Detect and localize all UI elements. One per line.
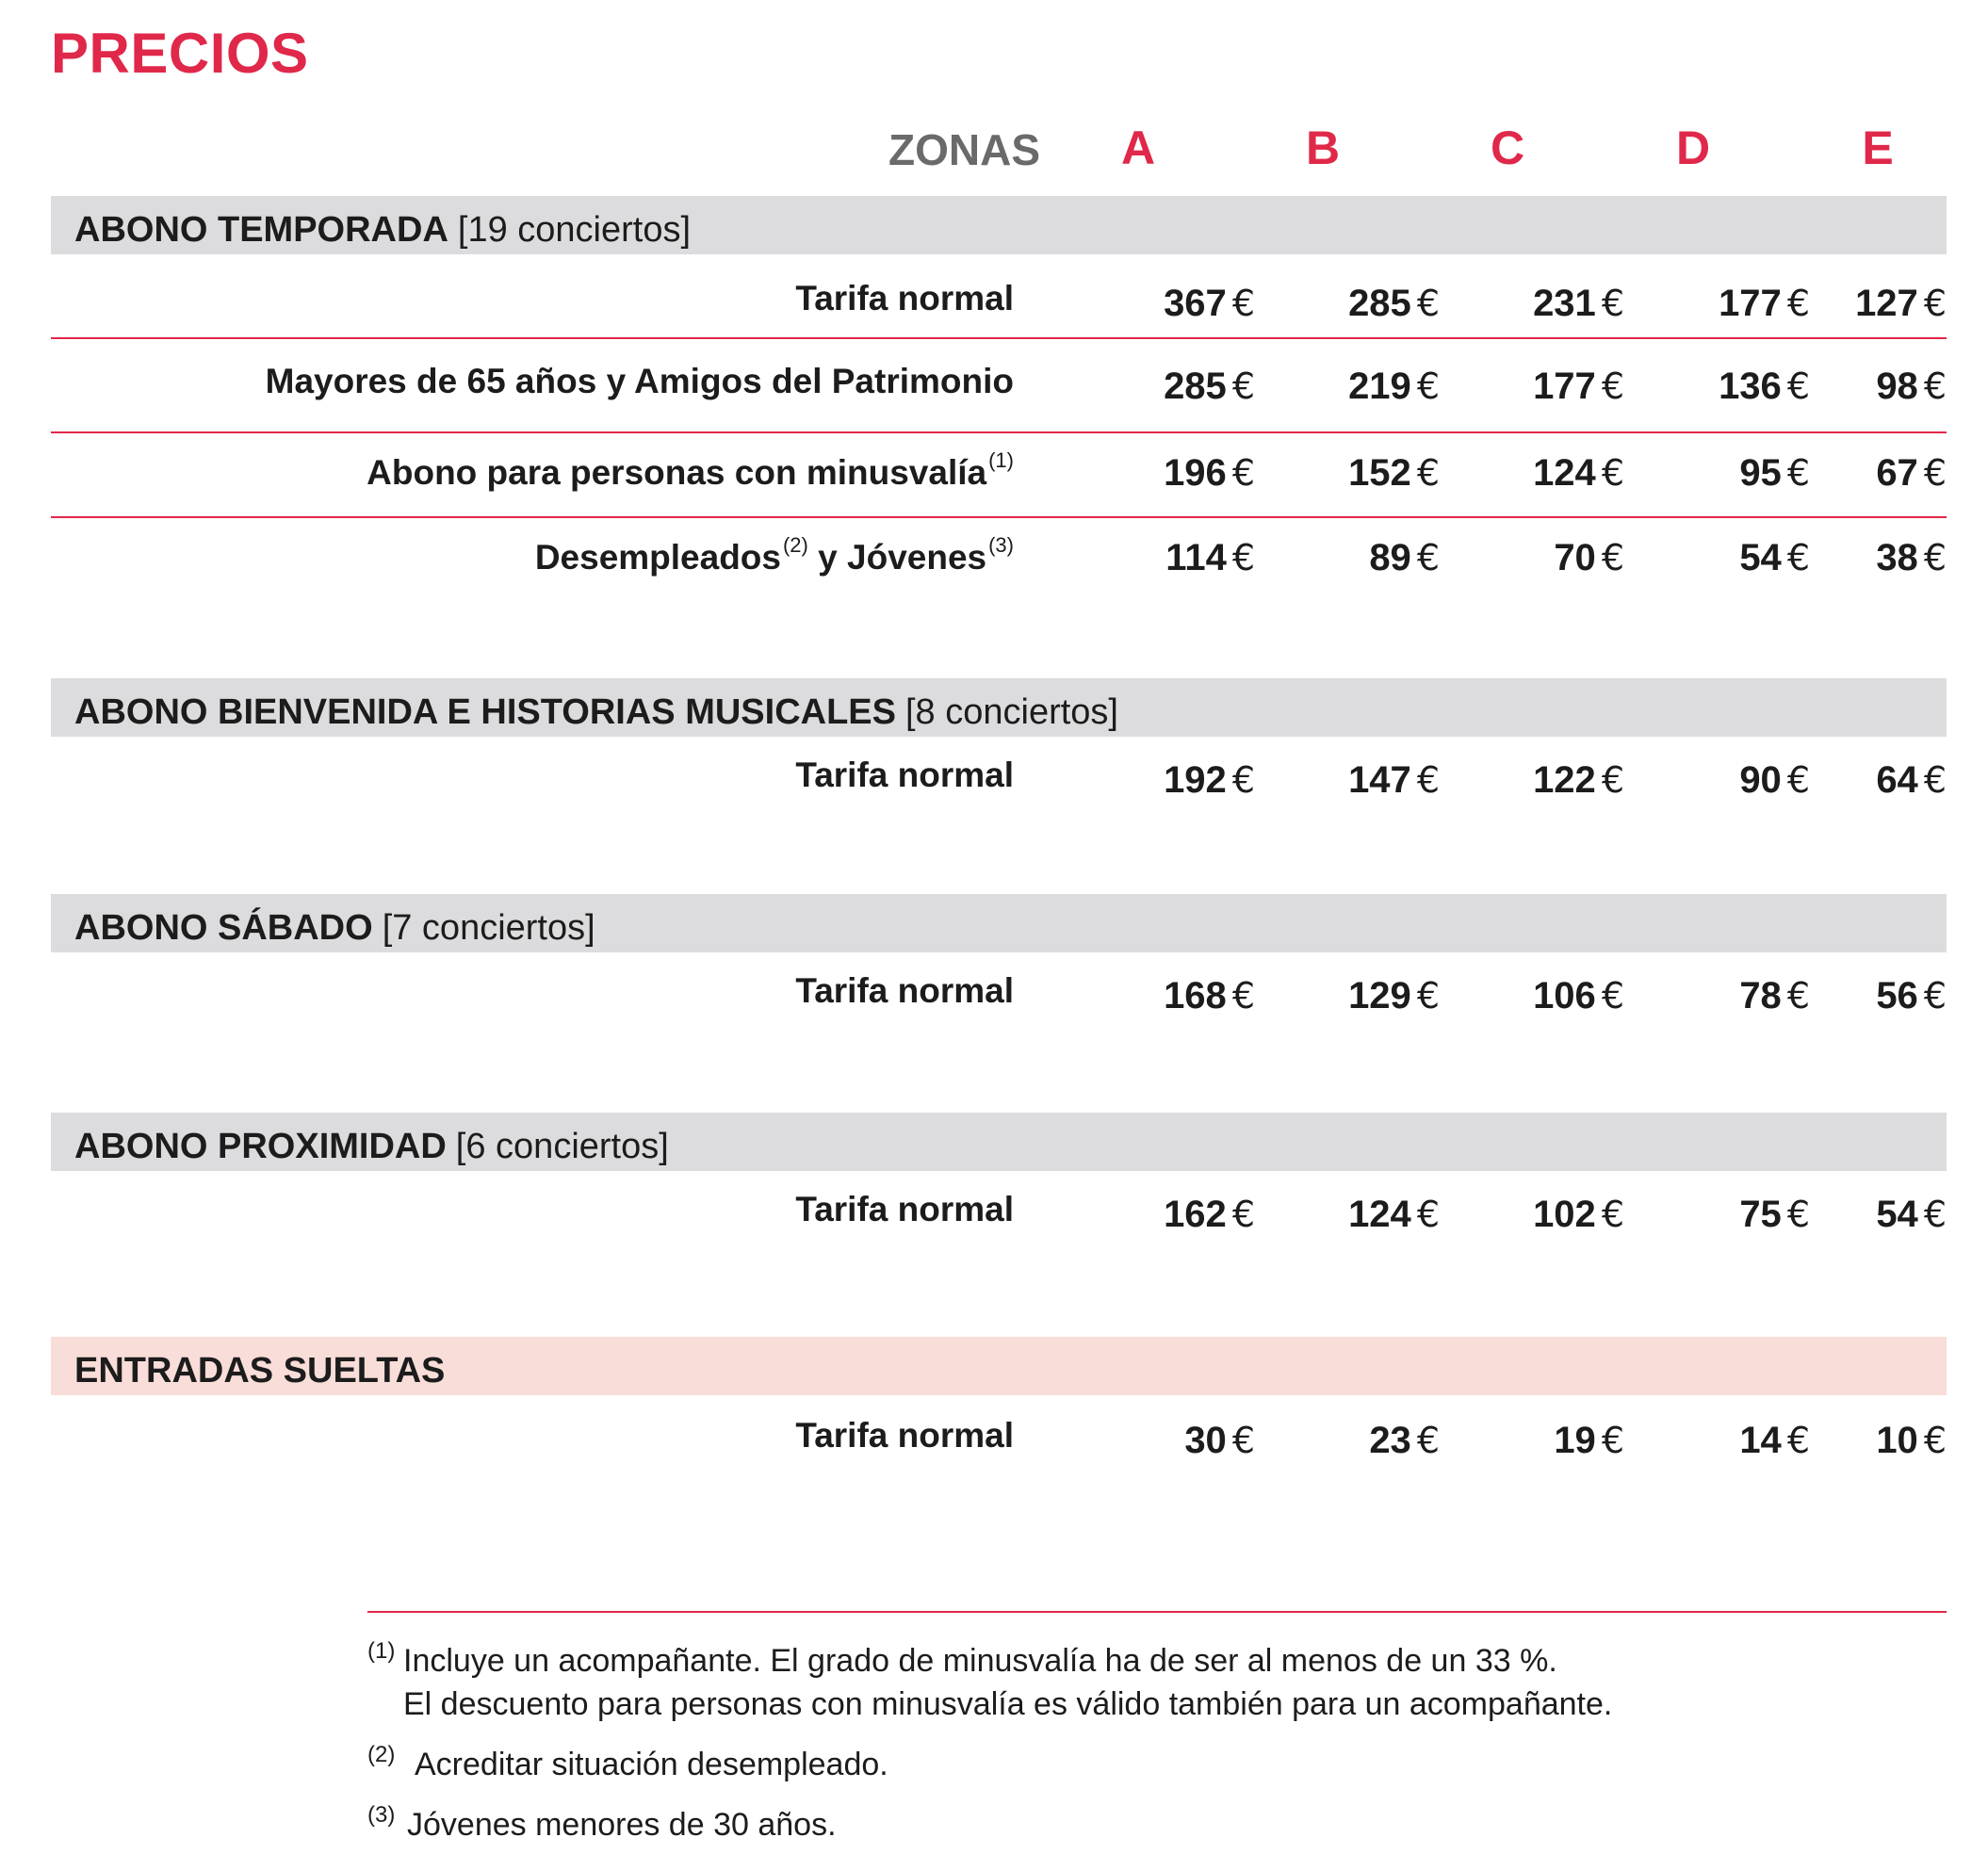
price-zone-e: 127 € bbox=[1855, 283, 1947, 324]
zone-e-header: E bbox=[1862, 122, 1894, 174]
price-zone-d: 78 € bbox=[1739, 975, 1810, 1016]
price-zone-c: 19 € bbox=[1554, 1420, 1624, 1461]
footnote-2 bbox=[367, 1743, 1947, 1786]
price-zone-b: 285 € bbox=[1348, 283, 1440, 324]
row-label: Tarifa normal bbox=[795, 756, 1014, 794]
row-label: Tarifa normal bbox=[795, 279, 1014, 317]
footnotes-divider bbox=[367, 1611, 1947, 1613]
price-zone-e: 56 € bbox=[1876, 975, 1947, 1016]
footnote-mark: (2) bbox=[367, 1742, 396, 1767]
footnote-text: El descuento para personas con minusvalía es válido también para un acompañante. bbox=[403, 1686, 1613, 1722]
price-zone-c: 102 € bbox=[1533, 1194, 1624, 1235]
price-zone-b: 129 € bbox=[1348, 975, 1440, 1016]
footnote-ref: (1) bbox=[988, 448, 1014, 472]
section-count: [8 conciertos] bbox=[904, 692, 1118, 732]
price-zone-d: 75 € bbox=[1739, 1194, 1810, 1235]
price-zone-a: 367 € bbox=[1164, 283, 1255, 324]
zone-a-header: A bbox=[1120, 122, 1156, 174]
price-zone-c: 70 € bbox=[1554, 537, 1624, 578]
row-label: Tarifa normal bbox=[795, 1190, 1014, 1228]
zone-c-header: C bbox=[1490, 122, 1525, 174]
price-zone-a: 30 € bbox=[1184, 1420, 1255, 1461]
price-zone-e: 98 € bbox=[1876, 366, 1947, 407]
price-zone-d: 54 € bbox=[1739, 537, 1810, 578]
price-zone-b: 89 € bbox=[1369, 537, 1440, 578]
zonas-label: ZONAS bbox=[888, 125, 1040, 174]
price-zone-e: 64 € bbox=[1876, 759, 1947, 801]
row-label: Desempleados$^{(2)}$ y Jóvenes$^{(3)}$ bbox=[534, 533, 1014, 577]
section-name: ENTRADAS SUELTAS bbox=[74, 1351, 446, 1390]
footnote-text: Acreditar situación desempleado. bbox=[415, 1747, 888, 1782]
price-zone-b: 219 € bbox=[1348, 366, 1440, 407]
section-abono-temporada bbox=[51, 196, 1947, 603]
section-band bbox=[51, 1337, 1947, 1395]
section-count: [19 conciertos] bbox=[457, 210, 692, 250]
section-name: ABONO SÁBADO bbox=[74, 908, 373, 948]
section-count: [7 conciertos] bbox=[382, 908, 595, 948]
section-count: [6 conciertos] bbox=[455, 1127, 669, 1166]
footnote-3 bbox=[367, 1803, 1947, 1846]
price-zone-e: 38 € bbox=[1876, 537, 1947, 578]
price-row bbox=[51, 952, 1947, 1037]
price-zone-b: 147 € bbox=[1348, 759, 1440, 801]
price-row bbox=[51, 339, 1947, 433]
page-title: PRECIOS bbox=[51, 22, 309, 85]
price-zone-e: 10 € bbox=[1876, 1420, 1947, 1461]
price-zone-c: 177 € bbox=[1533, 366, 1624, 407]
section-name: ABONO PROXIMIDAD bbox=[74, 1127, 447, 1166]
price-zone-c: 231 € bbox=[1533, 283, 1624, 324]
footnote-mark: (1) bbox=[367, 1638, 396, 1664]
price-row bbox=[51, 433, 1947, 518]
row-label: Tarifa normal bbox=[795, 1416, 1014, 1455]
price-zone-a: 285 € bbox=[1164, 366, 1255, 407]
footnote-text: Incluye un acompañante. El grado de minusvalía ha de ser al menos de un 33 %. bbox=[403, 1643, 1557, 1679]
price-row bbox=[51, 254, 1947, 339]
section-abono-proximidad bbox=[51, 1113, 1947, 1256]
row-label: Mayores de 65 años y Amigos del Patrimonio bbox=[265, 362, 1014, 400]
section-abono-bienvenida bbox=[51, 678, 1947, 821]
price-row bbox=[51, 737, 1947, 821]
price-row bbox=[51, 518, 1947, 603]
zones-header bbox=[0, 121, 1988, 177]
section-band bbox=[51, 1113, 1947, 1171]
section-name: ABONO TEMPORADA bbox=[74, 210, 448, 250]
footnote-ref: (3) bbox=[988, 533, 1014, 557]
section-band bbox=[51, 894, 1947, 952]
footnote-ref: (2) bbox=[782, 533, 808, 557]
zone-b-header: B bbox=[1305, 122, 1341, 174]
section-name: ABONO BIENVENIDA E HISTORIAS MUSICALES bbox=[74, 692, 896, 732]
footnote-1 bbox=[367, 1639, 1947, 1726]
price-zone-c: 124 € bbox=[1533, 452, 1624, 494]
zone-d-header: D bbox=[1675, 122, 1711, 174]
footnote-text: Jóvenes menores de 30 años. bbox=[407, 1807, 837, 1843]
price-zone-a: 192 € bbox=[1164, 759, 1255, 801]
price-zone-a: 196 € bbox=[1164, 452, 1255, 494]
section-band bbox=[51, 196, 1947, 254]
footnote-mark: (3) bbox=[367, 1802, 396, 1828]
row-label: Abono para personas con minusvalía$^{(1)}$ bbox=[367, 448, 1014, 492]
section-abono-sabado bbox=[51, 894, 1947, 1037]
price-zone-d: 95 € bbox=[1739, 452, 1810, 494]
section-band bbox=[51, 678, 1947, 737]
footnotes bbox=[367, 1639, 1947, 1863]
price-zone-e: 67 € bbox=[1876, 452, 1947, 494]
price-zone-d: 14 € bbox=[1739, 1420, 1810, 1461]
price-zone-e: 54 € bbox=[1876, 1194, 1947, 1235]
section-entradas-sueltas bbox=[51, 1337, 1947, 1480]
price-zone-c: 106 € bbox=[1533, 975, 1624, 1016]
price-zone-c: 122 € bbox=[1533, 759, 1624, 801]
price-row bbox=[51, 1395, 1947, 1480]
price-zone-a: 162 € bbox=[1164, 1194, 1255, 1235]
price-row bbox=[51, 1171, 1947, 1256]
price-zone-a: 114 € bbox=[1165, 537, 1255, 578]
price-zone-b: 23 € bbox=[1369, 1420, 1440, 1461]
price-zone-d: 90 € bbox=[1739, 759, 1810, 801]
price-zone-b: 152 € bbox=[1348, 452, 1440, 494]
price-zone-a: 168 € bbox=[1164, 975, 1255, 1016]
price-zone-d: 136 € bbox=[1719, 366, 1810, 407]
row-label: Tarifa normal bbox=[795, 971, 1014, 1010]
price-zone-d: 177 € bbox=[1719, 283, 1810, 324]
price-zone-b: 124 € bbox=[1348, 1194, 1440, 1235]
